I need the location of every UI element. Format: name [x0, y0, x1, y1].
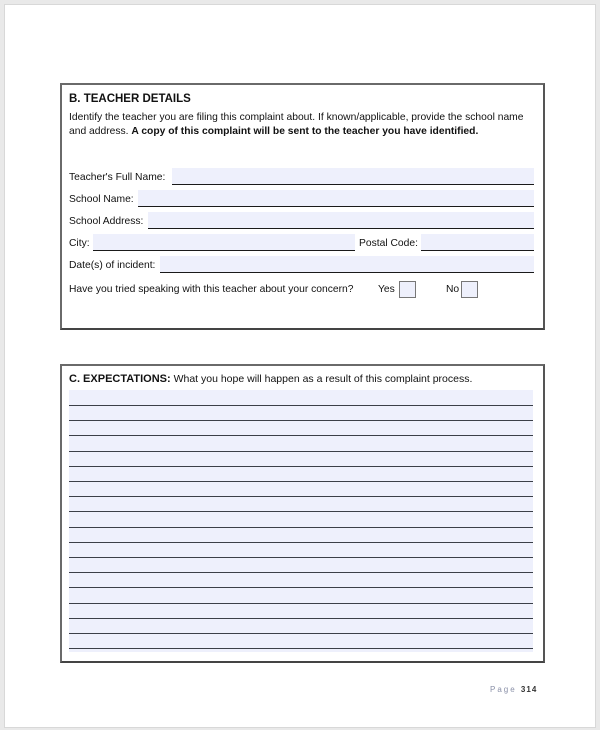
- expectations-line[interactable]: [69, 527, 533, 528]
- city-label: City:: [69, 238, 90, 249]
- instructions-bold-notice: A copy of this complaint will be sent to the teacher you have identified.: [131, 126, 479, 137]
- page-footer: [490, 685, 537, 694]
- postal-code-label: Postal Code:: [359, 238, 418, 249]
- city-field[interactable]: [93, 234, 355, 251]
- expectations-line[interactable]: [69, 420, 533, 421]
- expectations-line[interactable]: [69, 618, 533, 619]
- teacher-name-field[interactable]: [172, 168, 534, 185]
- expectations-line[interactable]: [69, 633, 533, 634]
- expectations-line[interactable]: [69, 405, 533, 406]
- expectations-line[interactable]: [69, 557, 533, 558]
- expectations-line[interactable]: [69, 496, 533, 497]
- expectations-line[interactable]: [69, 451, 533, 452]
- teacher-name-label: Teacher's Full Name:: [69, 172, 166, 183]
- section-c-heading: [69, 373, 472, 385]
- expectations-section: [60, 364, 545, 663]
- section-c-subtitle: What you hope will happen as a result of this complaint process.: [170, 373, 473, 385]
- expectations-line[interactable]: [69, 466, 533, 467]
- no-checkbox[interactable]: [461, 281, 478, 298]
- yes-checkbox[interactable]: [399, 281, 416, 298]
- document-page: [4, 4, 596, 728]
- section-c-title: C. EXPECTATIONS:: [69, 373, 171, 385]
- school-name-label: School Name:: [69, 194, 134, 205]
- instructions-text: Identify the teacher you are filing this complaint about. If known/applicable, provide the school name and address.: [69, 112, 524, 137]
- school-address-field[interactable]: [148, 212, 534, 229]
- teacher-details-section: [60, 83, 545, 330]
- expectations-line[interactable]: [69, 603, 533, 604]
- page-number: 314: [520, 685, 538, 694]
- spoken-with-teacher-question: Have you tried speaking with this teacher about your concern?: [69, 284, 354, 295]
- expectations-line[interactable]: [69, 481, 533, 482]
- section-b-title: B. TEACHER DETAILS: [69, 93, 191, 105]
- expectations-line[interactable]: [69, 572, 533, 573]
- school-address-label: School Address:: [69, 216, 144, 227]
- expectations-text-area[interactable]: [69, 390, 533, 652]
- expectations-line[interactable]: [69, 542, 533, 543]
- page-label: Page: [490, 685, 517, 694]
- section-b-instructions: [69, 111, 537, 139]
- school-name-field[interactable]: [138, 190, 534, 207]
- expectations-line[interactable]: [69, 587, 533, 588]
- expectations-line[interactable]: [69, 511, 533, 512]
- incident-date-field[interactable]: [160, 256, 534, 273]
- no-label: No: [446, 284, 460, 295]
- postal-code-field[interactable]: [421, 234, 534, 251]
- expectations-line[interactable]: [69, 648, 533, 649]
- incident-date-label: Date(s) of incident:: [69, 260, 156, 271]
- expectations-line[interactable]: [69, 435, 533, 436]
- yes-label: Yes: [378, 284, 395, 295]
